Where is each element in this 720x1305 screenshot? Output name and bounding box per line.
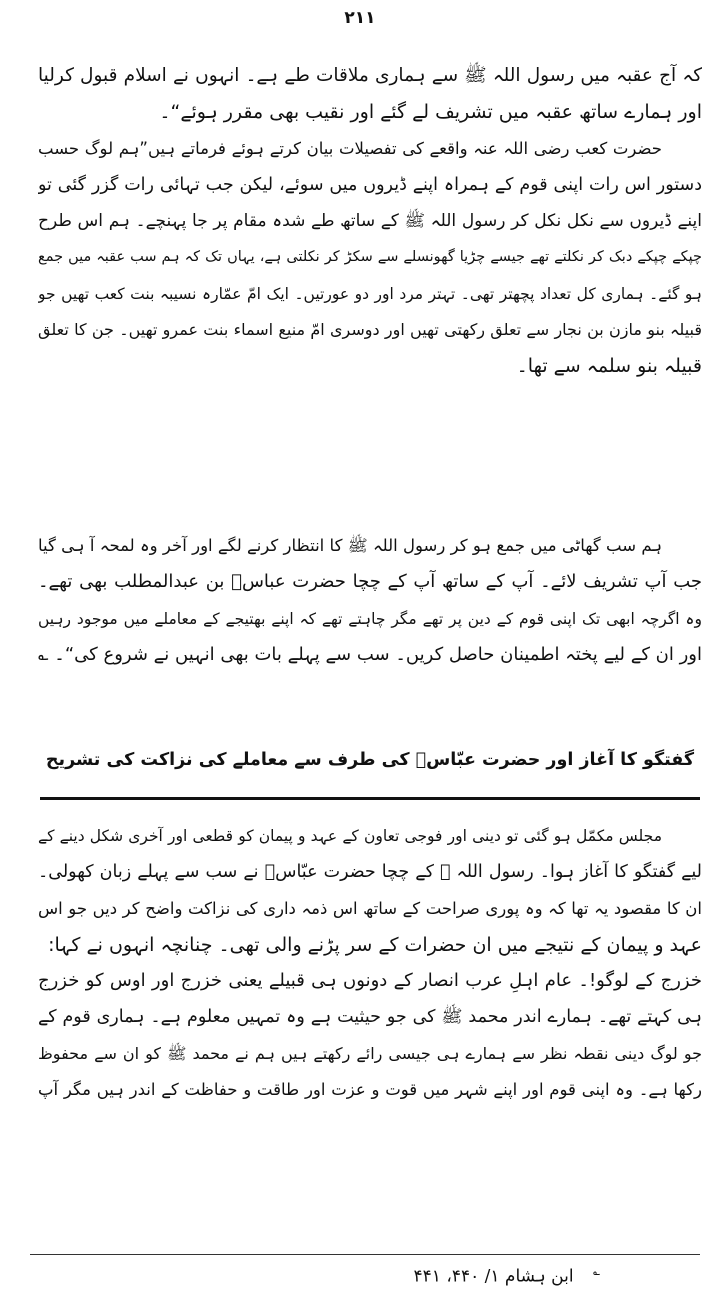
text-line: دستور اس رات اپنی قوم کے ہمراہ اپنے ڈیروں میں سوئے، لیکن جب تہائی رات گزر گئی تو bbox=[38, 174, 702, 195]
text-line: اور ہمارے ساتھ عقبہ میں تشریف لے گئے اور نقیب بھی مقرر ہوئے“۔ bbox=[159, 101, 702, 124]
footnote bbox=[414, 1264, 600, 1287]
footnote-marker: ؎ bbox=[592, 1264, 600, 1278]
text-line: عہد و پیمان کے نتیجے میں ان حضرات کے سر پڑنے والی تھی۔ چنانچہ انہوں نے کہا: bbox=[48, 933, 702, 956]
text-line: اور ان کے لیے پختہ اطمینان حاصل کریں۔ سب سے پہلے بات بھی انہیں نے شروع کی“۔ ؎ bbox=[38, 643, 702, 665]
text-line: وہ اگرچہ ابھی تک اپنی قوم کے دین پر تھے مگر چاہتے تھے کہ اپنے بھتیجے کے معاملے میں موجود رہیں bbox=[38, 609, 702, 628]
text-line: خزرج کے لوگو!۔ عام اہلِ عرب انصار کے دونوں ہی قبیلے یعنی خزرج اور اوس کو خزرج bbox=[38, 970, 702, 992]
text-line: ہو گئے۔ ہماری کل تعداد پچھتر تھی۔ تہتر مرد اور دو عورتیں۔ ایک امّ عمّارہ نسیبہ بنت کعب تھیں جو bbox=[38, 284, 702, 303]
section-heading: گفتگو کا آغاز اور حضرت عبّاسؓ کی طرف سے معاملے کی نزاکت کی تشریح bbox=[45, 750, 695, 770]
text-line: قبیلہ بنو سلمہ سے تھا۔ bbox=[516, 355, 702, 378]
text-line: قبیلہ بنو مازن بن نجار سے تعلق رکھتی تھیں اور دوسری امّ منیع اسماء بنت عمرو تھیں۔ جن کا تعلق bbox=[38, 320, 702, 340]
paragraph-block-2 bbox=[38, 528, 702, 673]
page-number: ۲۱۱ bbox=[344, 8, 376, 28]
text-line: ان کا مقصود یہ تھا کہ وہ پوری صراحت کے ساتھ اس ذمہ داری کی نزاکت واضح کر دیں جو اس bbox=[38, 898, 702, 918]
text-line: ہی کہتے تھے۔ ہمارے اندر محمد ﷺ کی جو حیثیت ہے وہ تمہیں معلوم ہے۔ ہماری قوم کے bbox=[38, 1007, 702, 1028]
text-line: ہم سب گھاٹی میں جمع ہو کر رسول اللہ ﷺ کا انتظار کرنے لگے اور آخر وہ لمحہ آ ہی گیا bbox=[38, 536, 662, 555]
text-line: جو لوگ دینی نقطہ نظر سے ہمارے ہی جیسی رائے رکھتے ہیں ہم نے محمد ﷺ کو ان سے محفوظ bbox=[38, 1043, 702, 1063]
footnote-divider bbox=[30, 1254, 700, 1255]
heading-underline bbox=[40, 797, 700, 800]
text-line: حضرت کعب رضی اللہ عنہ واقعے کی تفصیلات بیان کرتے ہوئے فرماتے ہیں”ہم لوگ حسب bbox=[38, 138, 662, 158]
text-line: چپکے چپکے دبک کر نکلتے تھے جیسے چڑیا گھونسلے سے سکڑ کر نکلتی ہے، یہاں تک کہ ہم سب عقبہ میں جمع bbox=[38, 249, 702, 266]
paragraph-block-3 bbox=[38, 818, 702, 1108]
text-line: اپنے ڈیروں سے نکل نکل کر رسول اللہ ﷺ کے ساتھ طے شدہ مقام پر جا پہنچے۔ ہم اس طرح bbox=[38, 211, 702, 232]
text-line: رکھا ہے۔ وہ اپنی قوم اور اپنے شہر میں قوت و عزت اور طاقت و حفاظت کے اندر ہیں مگر آپ bbox=[38, 1080, 702, 1100]
text-line: مجلس مکمّل ہو گئی تو دینی اور فوجی تعاون کے عہد و پیمان کو قطعی اور آخری شکل دینے کے bbox=[38, 827, 662, 845]
text-line: جب آپ تشریف لائے۔ آپ کے ساتھ آپ کے چچا حضرت عباسؓ بن عبدالمطلب بھی تھے۔ bbox=[38, 571, 702, 593]
paragraph-block-1 bbox=[38, 58, 702, 385]
footnote-text: ابن ہشام ۱/ ۴۴۰، ۴۴۱ bbox=[413, 1266, 574, 1287]
text-line: لیے گفتگو کا آغاز ہوا۔ رسول اللہ ﷺ کے چچا حضرت عبّاسؓ نے سب سے پہلے زبان کھولی۔ bbox=[38, 862, 702, 883]
text-line: کہ آج عقبہ میں رسول اللہ ﷺ سے ہماری ملاقات طے ہے۔ انہوں نے اسلام قبول کرلیا bbox=[38, 65, 702, 86]
